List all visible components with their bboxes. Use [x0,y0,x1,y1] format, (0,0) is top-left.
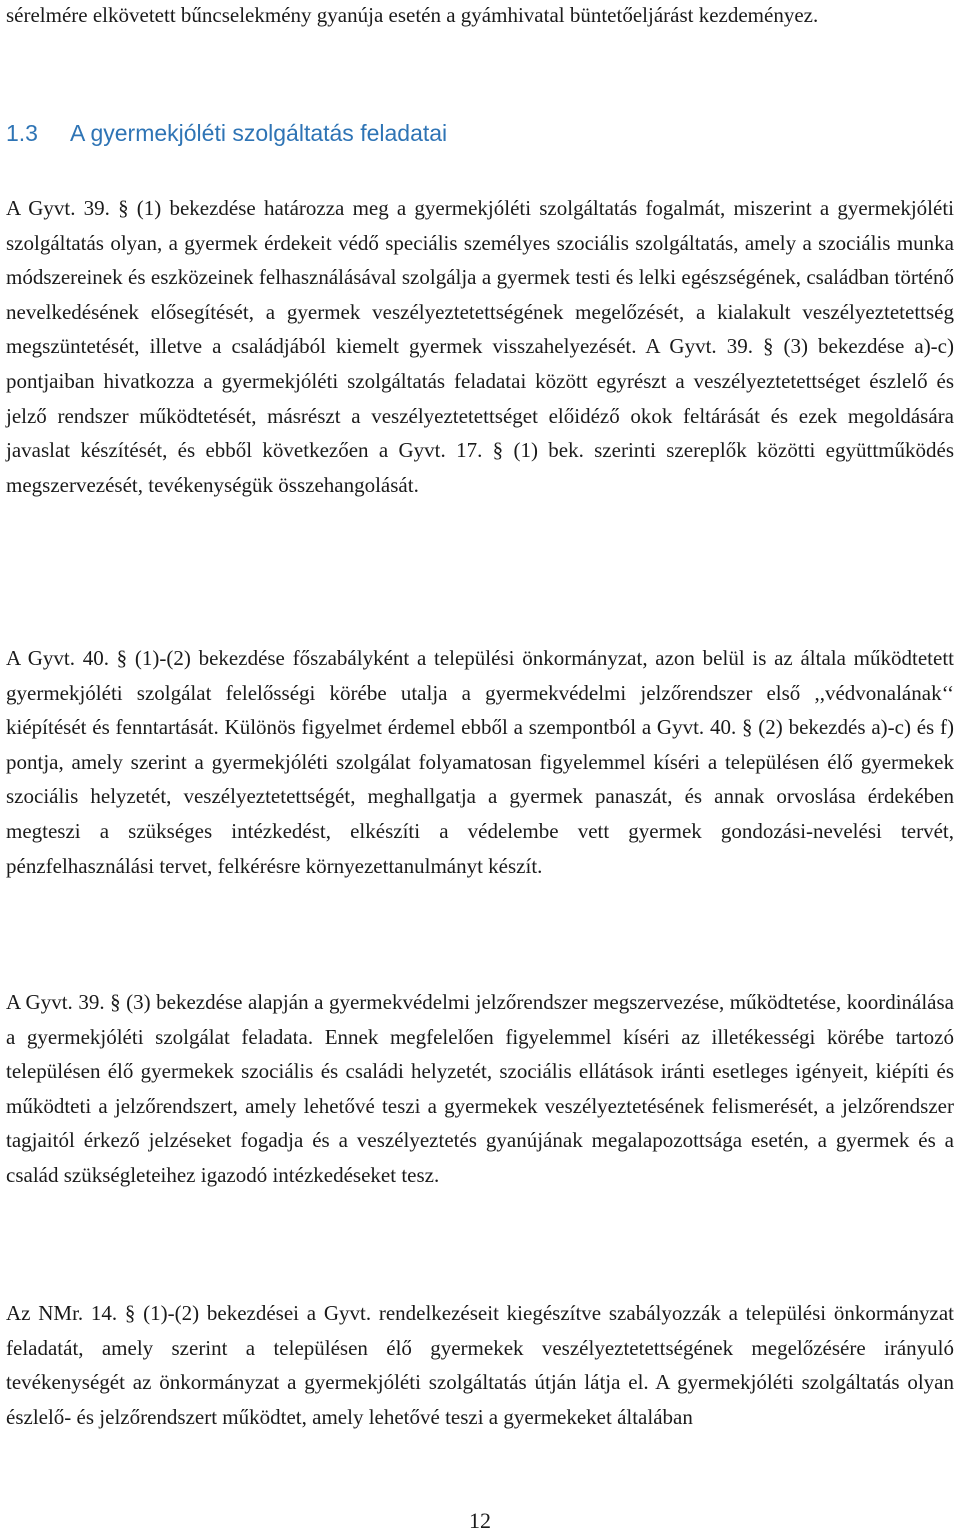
page-number: 12 [469,1508,491,1533]
body-paragraph-3: A Gyvt. 39. § (3) bekezdése alapján a gyermekvédelmi jelzőrendszer megszervezése, működtetése, koordinálása a gyermekjóléti szolgálat feladata. Ennek megfelelően figyelemmel kíséri az illetékességi körébe tartozó településen élő gyermekek szociális és családi helyzetét, szociális ellátások iránti esetleges igényeit, kiépíti és működteti a jelzőrendszert, amely lehetővé teszi a gyermekek veszélyeztetésének felismerését, a jelzőrendszer tagjaitól érkező jelzéseket fogadja és a veszélyeztetés gyanújának megalapozottsága esetén, a gyermek és a család szükségleteihez igazodó intézkedéseket tesz. [6,990,954,1187]
body-paragraph-1: A Gyvt. 39. § (1) bekezdése határozza meg a gyermekjóléti szolgáltatás fogalmát, miszerint a gyermekjóléti szolgáltatás olyan, a gyermek érdekeit védő speciális személyes szociális szolgáltatás, amely a szociális munka módszereinek és eszközeinek felhasználásával szolgálja a gyermek testi és lelki egészségének, családban történő nevelkedésének elősegítését, a gyermek veszélyeztetettségének megelőzését, a kialakult veszélyeztetettség megszüntetését, illetve a családjából kiemelt gyermek visszahelyezését. A Gyvt. 39. § (3) bekezdése a)-c) pontjaiban hivatkozza a gyermekjóléti szolgáltatás feladatai között egyrészt a veszélyeztetettséget észlelő és jelző rendszer működtetését, másrészt a veszélyeztetettséget előidéző okok feltárását és ezek megoldására javaslat készítését, és ebből következően a Gyvt. 17. § (1) bek. szerinti szereplők közötti együttműködés megszervezését, tevékenységük összehangolását. [6,196,954,497]
section-title: A gyermekjóléti szolgáltatás feladatai [70,120,448,146]
intro-paragraph: sérelmére elkövetett bűncselekmény gyanúja esetén a gyámhivatal büntetőeljárást kezdeményez. [6,3,819,27]
body-paragraph-2: A Gyvt. 40. § (1)-(2) bekezdése főszabályként a települési önkormányzat, azon belül is az általa működtetett gyermekjóléti szolgálat felelősségi körébe utalja a gyermekvédelmi jelzőrendszer első ,,védvonalának‘‘ kiépítését és fenntartását. Különös figyelmet érdemel ebből a szempontból a Gyvt. 40. § (2) bekezdés a)-c) és f) pontja, amely szerint a gyermekjóléti szolgálat folyamatosan figyelemmel kíséri a településen élő gyermekek szociális helyzetét, veszélyeztetettségét, meghallgatja a gyermek panaszát, és annak orvoslása érdekében megteszi a szükséges intézkedést, elkészíti a védelembe vett gyermek gondozási-nevelési tervét, pénzfelhasználási tervet, felkérésre környezettanulmányt készít. [6,646,954,878]
section-number: 1.3 [6,120,38,146]
section-heading [6,120,447,147]
body-paragraph-4: Az NMr. 14. § (1)-(2) bekezdései a Gyvt. rendelkezéseit kiegészítve szabályozzák a települési önkormányzat feladatát, amely szerint a településen élő gyermekek veszélyeztetettségének megelőzésére irányuló tevékenységét az önkormányzat a gyermekjóléti szolgáltatás útján látja el. A gyermekjóléti szolgáltatás olyan észlelő- és jelzőrendszert működtet, amely lehetővé teszi a gyermekeket általában [6,1301,954,1429]
